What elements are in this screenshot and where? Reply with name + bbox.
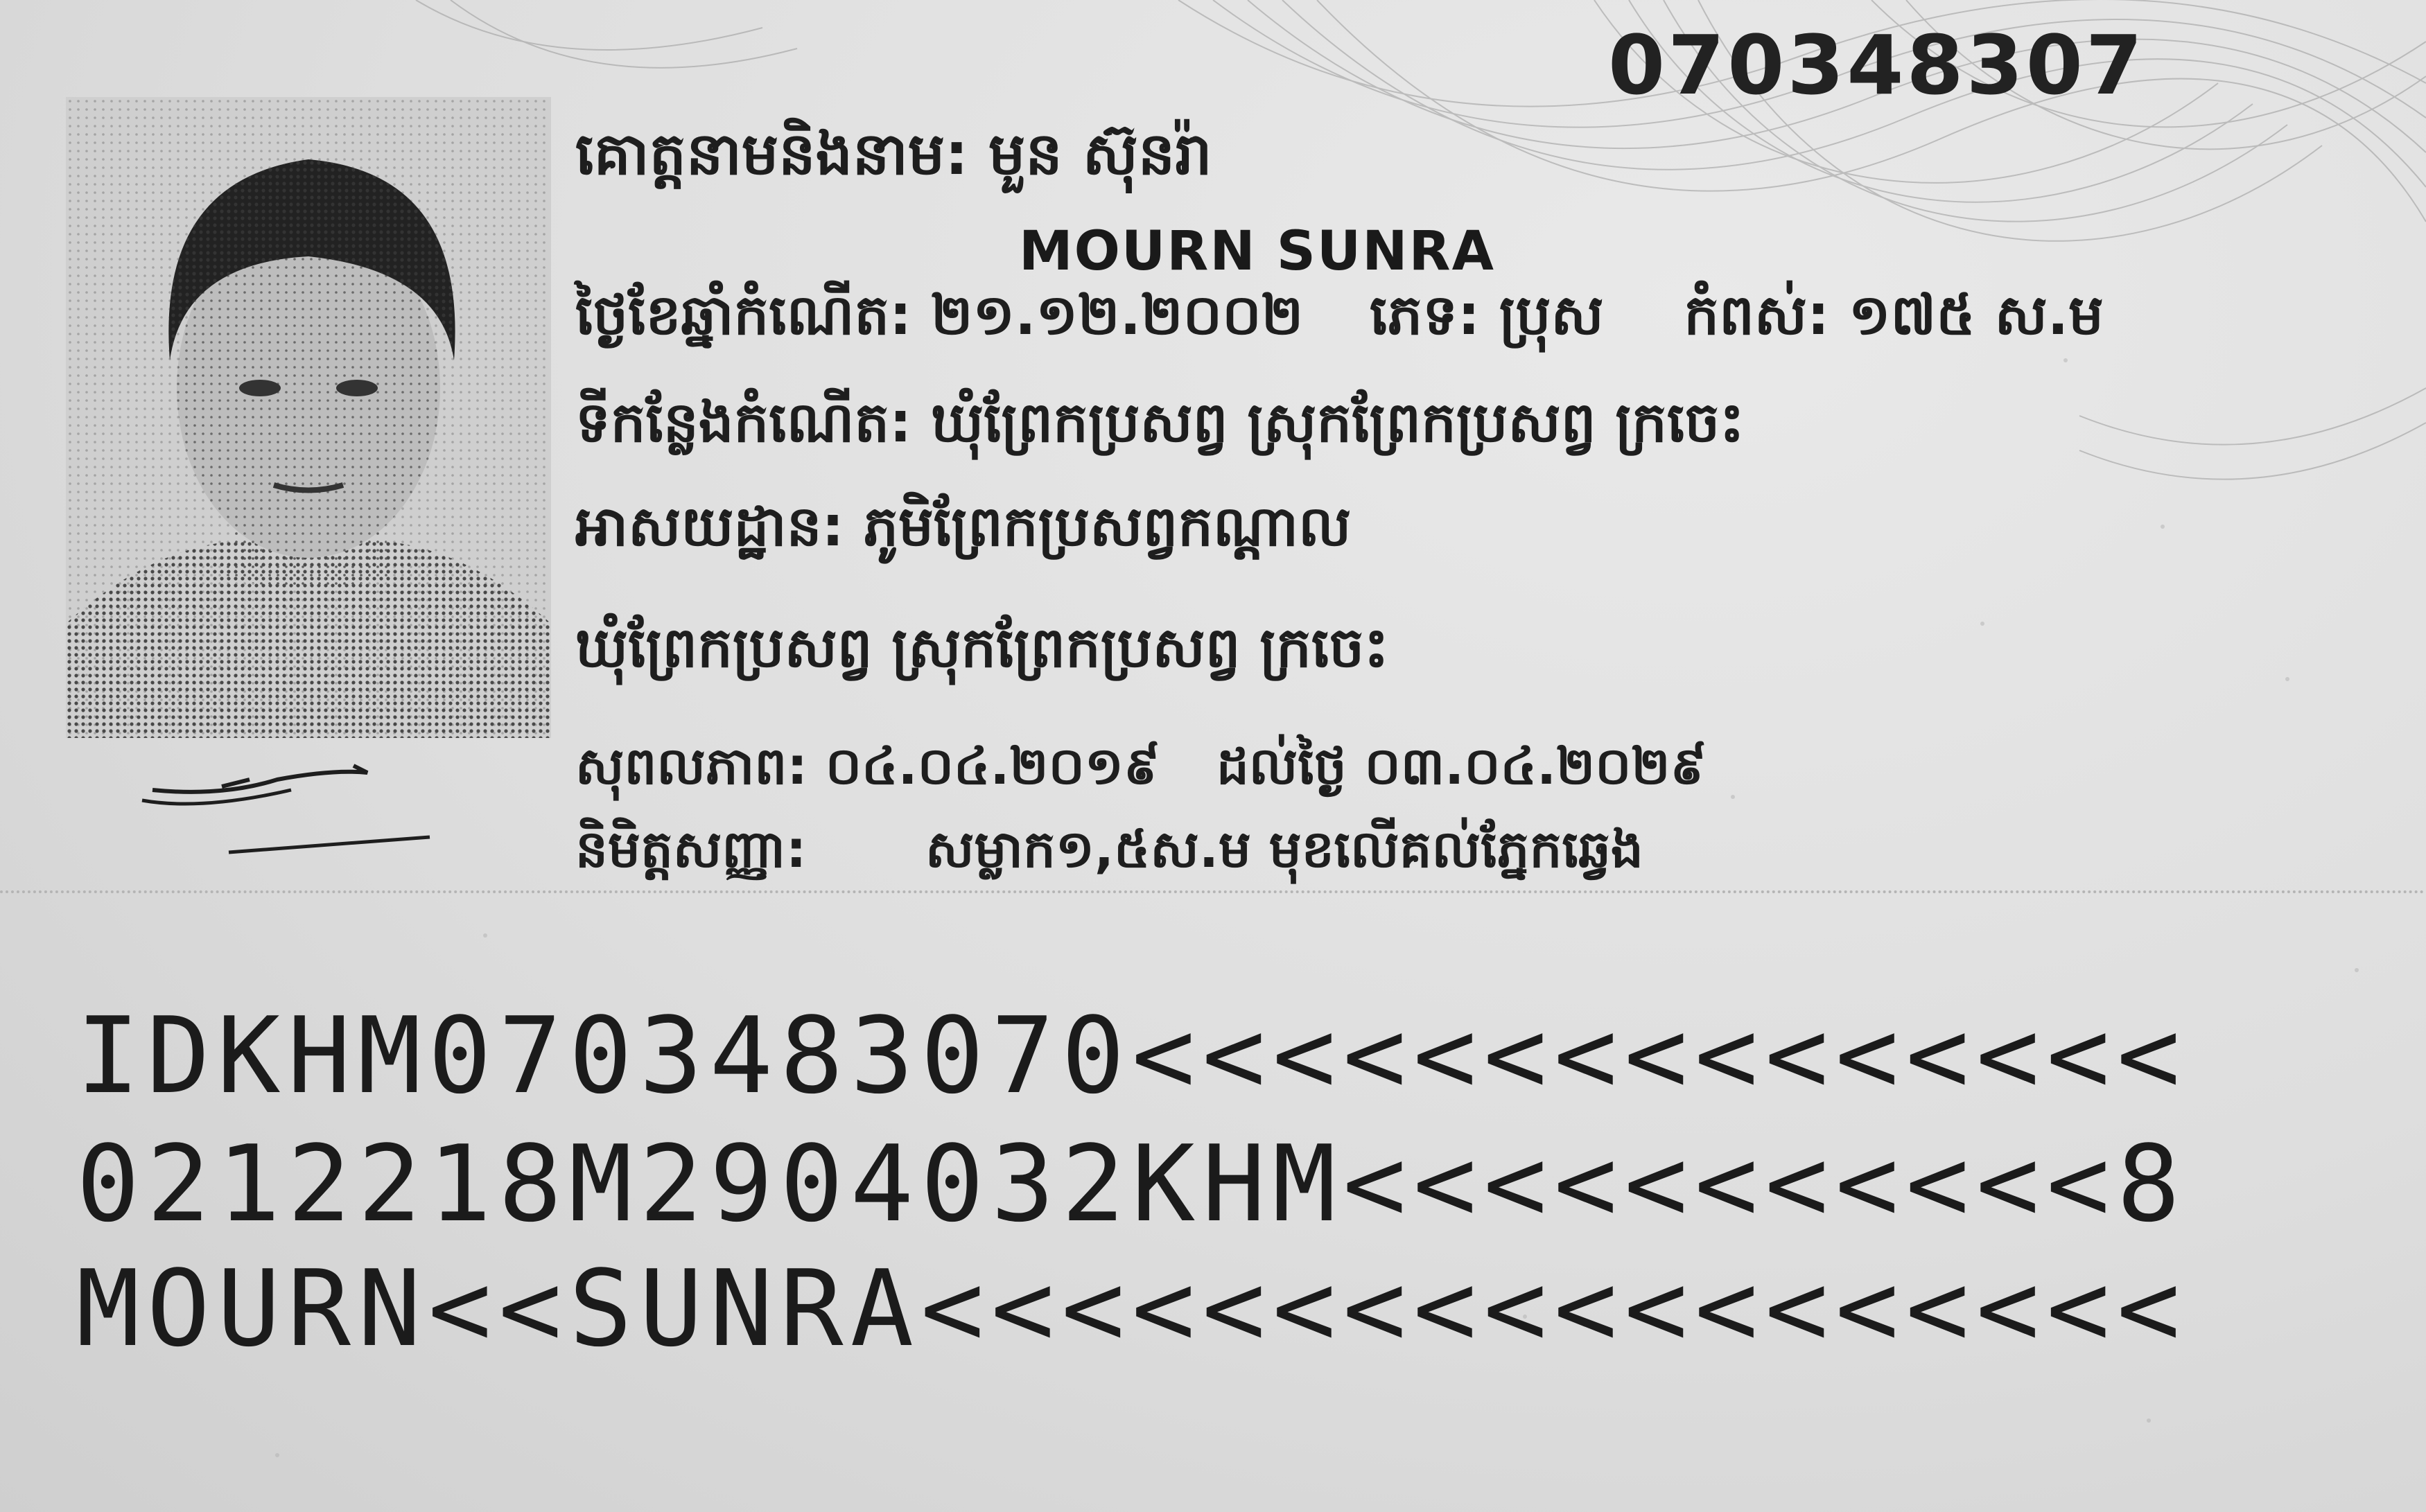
name-khmer-value: មួន ស៊ុនរ៉ា: [988, 120, 1212, 188]
birthplace-label: ទីកន្លែងកំណើត:: [575, 390, 912, 455]
height-label: កំពស់:: [1684, 283, 1830, 347]
validity-from: ០៤.០៤.២០១៩: [825, 737, 1160, 796]
validity-to: ០៣.០៤.២០២៩: [1364, 737, 1707, 796]
validity-label: សុពលភាព:: [575, 737, 808, 796]
name-latin-value: MOURN SUNRA: [1019, 220, 1495, 283]
marks-value: សម្លាក១,៥ស.ម មុខលើគល់ភ្នែកឆ្វេង: [925, 820, 1643, 879]
address-line2: ឃុំព្រែកប្រសព្វ ស្រុកព្រែកប្រសព្វ ក្រចេះ: [575, 615, 1389, 680]
dob-sex-height-row: [575, 281, 2104, 362]
signature: [139, 748, 457, 880]
address-field: [575, 492, 1351, 573]
marks-label: និមិត្តសញ្ញា:: [575, 820, 807, 879]
portrait-photo: [66, 97, 551, 738]
address-label: អាសយដ្ឋាន:: [575, 494, 844, 559]
dob-value: ២១.១២.២០០២: [930, 283, 1304, 347]
marks-field: [575, 818, 1643, 893]
document-number: 070348307: [1608, 17, 2145, 113]
name-field: [575, 118, 1212, 203]
mrz-line-2: 0212218M2904032KHM<<<<<<<<<<<8: [76, 1123, 2188, 1245]
validity-to-label: ដល់ថ្ងៃ: [1216, 737, 1347, 796]
sex-label: ភេទ:: [1370, 283, 1480, 347]
address-line1: ភូមិព្រែកប្រសព្វកណ្តាល: [863, 494, 1352, 559]
height-value: ១៧៥ ស.ម: [1848, 283, 2104, 347]
birthplace-field: [575, 388, 1744, 469]
mrz-line-1: IDKHM0703483070<<<<<<<<<<<<<<<: [76, 994, 2188, 1117]
birthplace-value: ឃុំព្រែកប្រសព្វ ស្រុកព្រែកប្រសព្វ ក្រចេះ: [930, 390, 1745, 455]
sex-value: ប្រុស: [1499, 283, 1604, 347]
mrz-divider: [0, 890, 2426, 893]
validity-field: [575, 735, 1707, 809]
mrz-line-3: MOURN<<SUNRA<<<<<<<<<<<<<<<<<<: [76, 1247, 2188, 1370]
dob-label: ថ្ងៃខែឆ្នាំកំណើត:: [575, 283, 912, 347]
name-label: គោត្តនាមនិងនាម:: [575, 120, 968, 188]
